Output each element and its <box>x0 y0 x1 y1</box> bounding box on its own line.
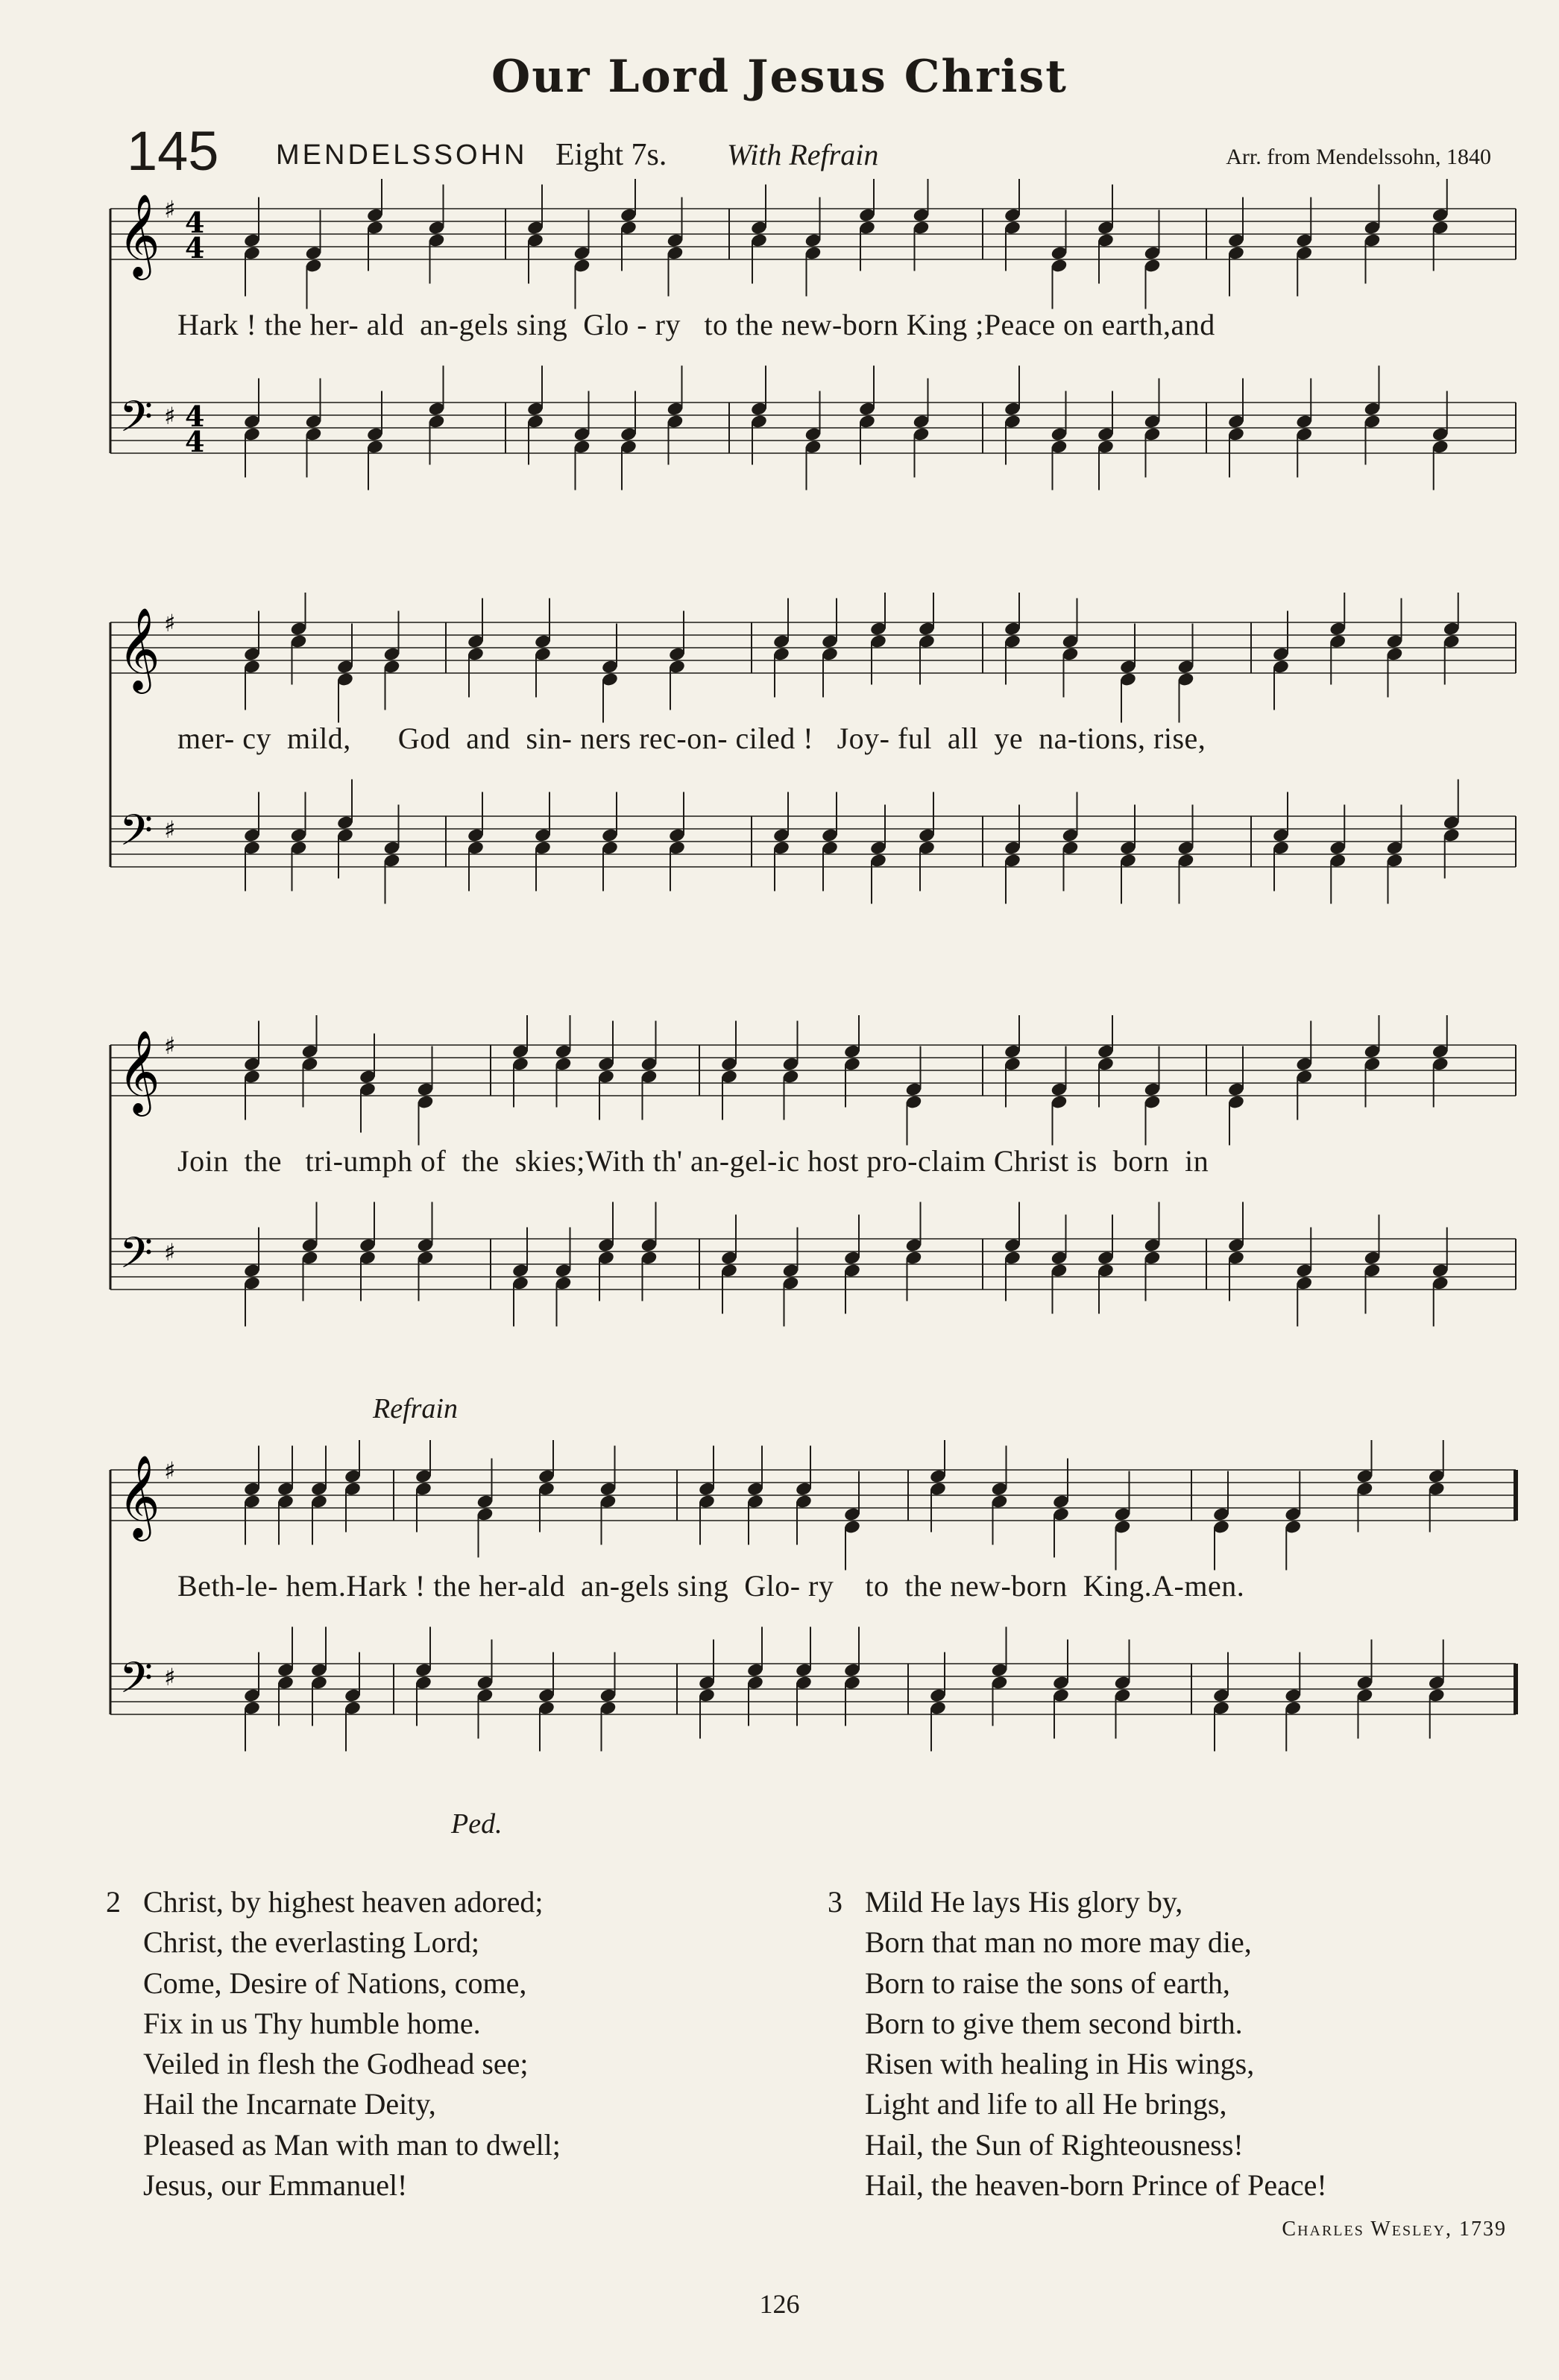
stanza-line: Born that man no more may die, <box>865 1925 1252 1960</box>
stanza-line: Hail, the Sun of Righteousness! <box>865 2127 1244 2162</box>
score-notation-4 <box>103 1440 1521 1768</box>
stanza-number: 3 <box>828 1885 843 1919</box>
sharp-key-signature-icon: ♯ <box>164 609 176 637</box>
time-signature-bottom: 4 <box>185 425 205 458</box>
refrain-label: Refrain <box>373 1393 458 1424</box>
arranger-credit: Arr. from Mendelssohn, 1840 <box>1226 145 1491 169</box>
treble-clef-icon: 𝄞 <box>118 1454 160 1538</box>
hymn-header <box>127 120 1491 182</box>
sharp-key-signature-icon: ♯ <box>164 1456 176 1485</box>
page-number: 126 <box>759 2289 800 2319</box>
section-title: Our Lord Jesus Christ <box>491 51 1068 103</box>
bass-clef-icon: 𝄢 <box>119 391 154 452</box>
stanza-line: Risen with healing in His wings, <box>865 2047 1255 2081</box>
sharp-key-signature-icon: ♯ <box>164 1238 176 1266</box>
stanza-line: Come, Desire of Nations, come, <box>143 1966 527 2000</box>
stanza-2 <box>106 1882 561 2206</box>
time-signature-top: 4 <box>185 400 205 433</box>
sharp-key-signature-icon: ♯ <box>164 402 176 430</box>
stanza-line: Pleased as Man with man to dwell; <box>143 2127 561 2162</box>
stanza-line: Hail, the heaven-born Prince of Peace! <box>865 2168 1327 2203</box>
music-system-1 <box>103 179 1521 552</box>
music-system-3 <box>103 1015 1521 1388</box>
stanza-line: Born to raise the sons of earth, <box>865 1966 1230 2000</box>
bass-clef-icon: 𝄢 <box>119 805 154 866</box>
lyrics-line-1: Hark ! the her- ald an-gels sing Glo - ry to the new-born King ;Peace on earth,and <box>177 308 1215 341</box>
music-system-2 <box>103 593 1521 965</box>
time-signature-bottom: 4 <box>185 231 205 265</box>
meter: Eight 7s. <box>555 138 667 172</box>
lyrics-line-4: Beth-le- hem.Hark ! the her-ald an-gels sing Glo- ry to the new-born King.A-men. <box>177 1569 1245 1603</box>
stanza-line: Fix in us Thy humble home. <box>143 2006 481 2040</box>
score-notation-2 <box>103 593 1521 921</box>
lyrics-line-3: Join the tri-umph of the skies;With th' an-gel-ic host pro-claim Christ is born in <box>177 1144 1209 1178</box>
bass-clef-icon: 𝄢 <box>119 1228 154 1289</box>
stanza-line: Veiled in flesh the Godhead see; <box>143 2047 529 2081</box>
stanza-line: Light and life to all He brings, <box>865 2087 1227 2121</box>
time-signature-top: 4 <box>185 206 205 239</box>
author-credit: Charles Wesley, 1739 <box>1282 2218 1507 2241</box>
treble-clef-icon: 𝄞 <box>118 1029 160 1113</box>
lyrics-line-2: mer- cy mild, God and sin- ners rec-on- ciled ! Joy- ful all ye na-tions, rise, <box>177 722 1206 755</box>
stanza-3 <box>828 1882 1327 2206</box>
stanza-line: Jesus, our Emmanuel! <box>143 2168 408 2203</box>
score-notation-3 <box>103 1015 1521 1343</box>
sharp-key-signature-icon: ♯ <box>164 815 176 844</box>
sharp-key-signature-icon: ♯ <box>164 1663 176 1691</box>
music-system-4 <box>103 1440 1521 1813</box>
bass-clef-icon: 𝄢 <box>119 1653 154 1714</box>
treble-clef-icon: 𝄞 <box>118 193 160 277</box>
score-notation-1 <box>103 179 1521 507</box>
stanza-line: Mild He lays His glory by, <box>865 1885 1183 1919</box>
ped-label: Ped. <box>451 1808 503 1840</box>
tune-name: MENDELSSOHN <box>276 139 528 171</box>
tempo-mark: With Refrain <box>727 138 879 171</box>
hymn-number: 145 <box>127 120 219 182</box>
stanza-line: Christ, the everlasting Lord; <box>143 1925 480 1960</box>
treble-clef-icon: 𝄞 <box>118 607 160 690</box>
stanza-line: Hail the Incarnate Deity, <box>143 2087 436 2121</box>
stanza-number: 2 <box>106 1885 121 1919</box>
stanza-line: Born to give them second birth. <box>865 2006 1243 2040</box>
sharp-key-signature-icon: ♯ <box>164 1032 176 1060</box>
sharp-key-signature-icon: ♯ <box>164 195 176 224</box>
stanza-line: Christ, by highest heaven adored; <box>143 1885 544 1919</box>
